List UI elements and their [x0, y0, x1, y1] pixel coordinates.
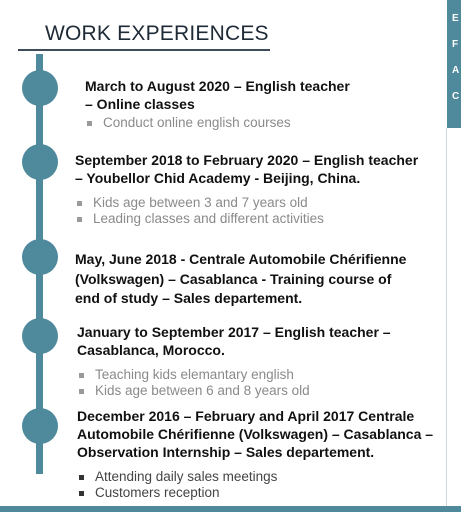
side-panel-letter: F — [452, 39, 459, 50]
experience-bullet: Leading classes and different activities — [75, 211, 418, 227]
experience-entry — [75, 151, 418, 227]
experience-entry — [85, 77, 350, 131]
bottom-bar — [0, 506, 461, 512]
experience-bullet: Attending daily sales meetings — [77, 469, 433, 485]
experience-bullet: Kids age between 6 and 8 years old — [77, 383, 391, 399]
experience-entry — [77, 407, 433, 501]
timeline-dot — [22, 70, 58, 106]
experience-bullet: Teaching kids elemantary english — [77, 367, 391, 383]
experience-bullet: Customers reception — [77, 485, 433, 501]
side-panel-border — [446, 128, 447, 512]
section-title: WORK EXPERIENCES — [45, 22, 269, 45]
experience-title: January to September 2017 – English teacher – Casablanca, Morocco. — [77, 324, 391, 358]
side-panel-letter: A — [452, 65, 460, 76]
side-panel-letters — [452, 6, 459, 110]
experience-entry — [75, 250, 406, 309]
experience-bullet: Kids age between 3 and 7 years old — [75, 195, 418, 211]
timeline-dot — [22, 318, 58, 354]
section-title-underline — [18, 49, 270, 51]
experience-title: September 2018 to February 2020 – English teacher – Youbellor Chid Academy - Beijing, China. — [75, 152, 419, 186]
timeline-dot — [22, 239, 58, 275]
experience-entry — [77, 323, 391, 399]
side-panel-letter: E — [452, 13, 459, 24]
timeline-dot — [22, 408, 58, 444]
experience-title: May, June 2018 - Centrale Automobile Chérifienne (Volkswagen) – Casablanca - Training course of end of study – Sales departement. — [75, 251, 407, 306]
experience-title: March to August 2020 – English teacher – Online classes — [85, 78, 350, 112]
timeline-dot — [22, 144, 58, 180]
side-panel-letter: C — [452, 91, 460, 102]
experience-bullet: Conduct online english courses — [85, 115, 350, 131]
experience-title: December 2016 – February and April 2017 Centrale Automobile Chérifienne (Volkswagen) – Casablanca – Observation Internship – Sales departement. — [77, 408, 434, 460]
